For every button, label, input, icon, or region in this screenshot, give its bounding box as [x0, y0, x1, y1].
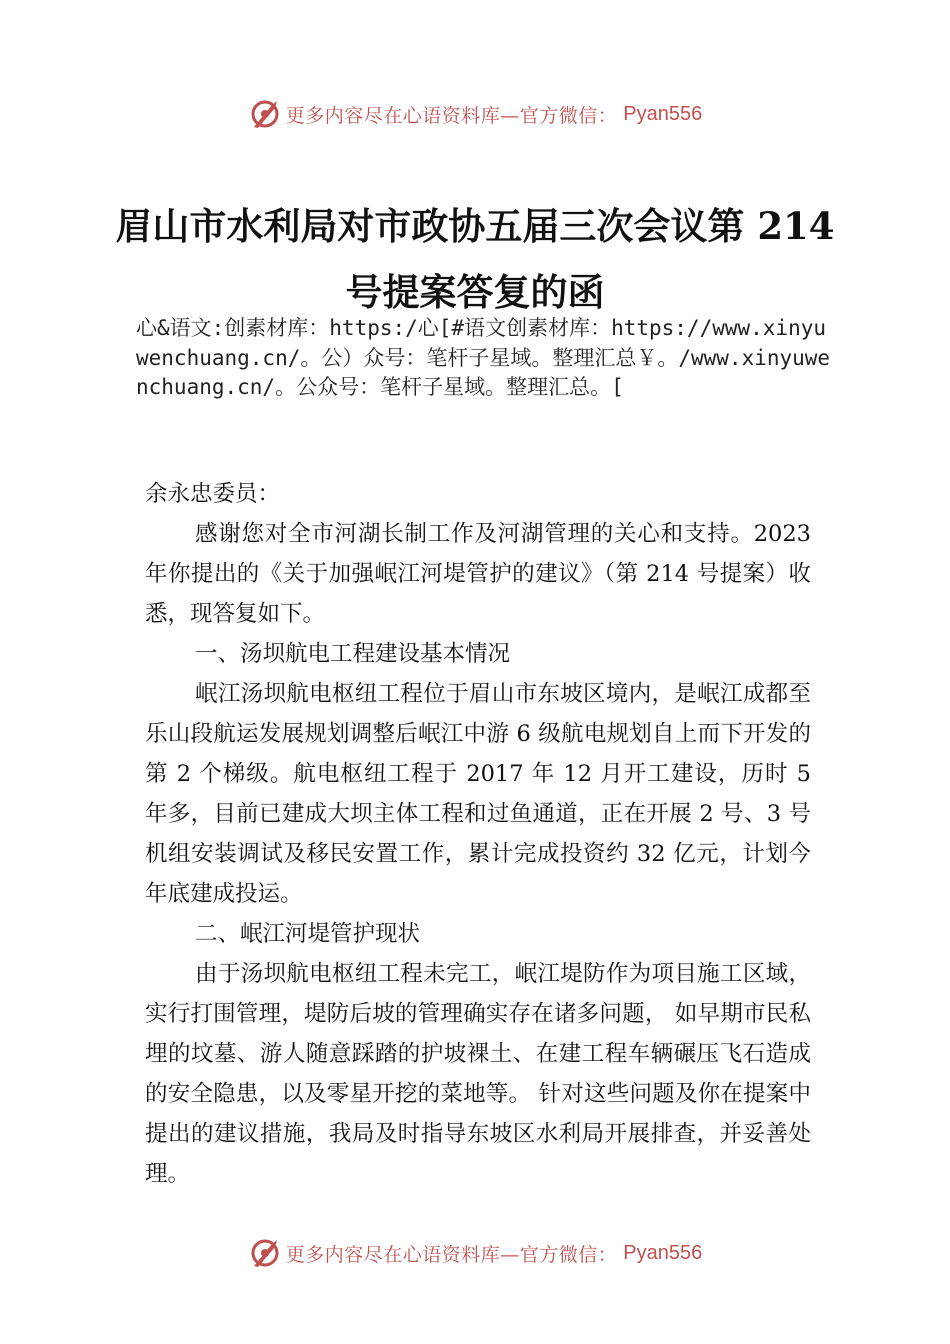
section-heading-2: 二、岷江河堤管护现状 — [195, 921, 421, 947]
document-title-line2: 号提案答复的函 — [345, 270, 605, 314]
document-body — [145, 474, 811, 1194]
header-banner — [0, 94, 950, 134]
pen-logo-icon — [248, 97, 282, 131]
section-heading-1: 一、汤坝航电工程建设基本情况 — [195, 641, 511, 667]
footer-banner-text: 更多内容尽在心语资料库—官方微信： — [285, 1243, 618, 1266]
document-title-line1: 眉山市水利局对市政协五届三次会议第 214 — [115, 204, 835, 248]
footer-banner — [0, 1233, 950, 1273]
header-banner-account: Pyan556 — [623, 102, 703, 125]
paragraph-status: 由于汤坝航电枢纽工程未完工，岷江堤防作为项目施工区域，实行打围管理，堤防后坡的管理确实存在诸多问题， 如早期市民私埋的坟墓、游人随意踩踏的护坡裸土、在建工程车辆碾压飞石造成的安全隐患，以及零星开挖的菜地等。 针对这些问题及你在提案中提出的建议措施，我局及时指导东坡区水利局开展排查，并妥善处理。 — [145, 961, 811, 1187]
pen-logo-icon — [248, 1236, 282, 1270]
source-note: 心&语文:创素材库：https:/心[#语文创素材库：https://www.xinyuwenchuang.cn/。公）众号：笔杆子星域。整理汇总￥。/www.xinyuwenchuang.cn/。公众号：笔杆子星域。整理汇总。[ — [136, 316, 831, 399]
footer-banner-account: Pyan556 — [623, 1241, 703, 1264]
salutation: 余永忠委员： — [145, 481, 281, 507]
paragraph-intro: 感谢您对全市河湖长制工作及河湖管理的关心和支持。2023 年你提出的《关于加强岷江河堤管护的建议》（第 214 号提案）收悉，现答复如下。 — [145, 521, 811, 627]
header-banner-text: 更多内容尽在心语资料库—官方微信： — [285, 104, 618, 127]
paragraph-project: 岷江汤坝航电枢纽工程位于眉山市东坡区境内，是岷江成都至乐山段航运发展规划调整后岷江中游 6 级航电规划自上而下开发的第 2 个梯级。航电枢纽工程于 2017 年 12 月开工建设，历时 5 年多，目前已建成大坝主体工程和过鱼通道，正在开展 2 号、3 号机组安装调试及移民安置工作，累计完成投资约 32 亿元，计划今年底建成投运。 — [145, 681, 811, 907]
